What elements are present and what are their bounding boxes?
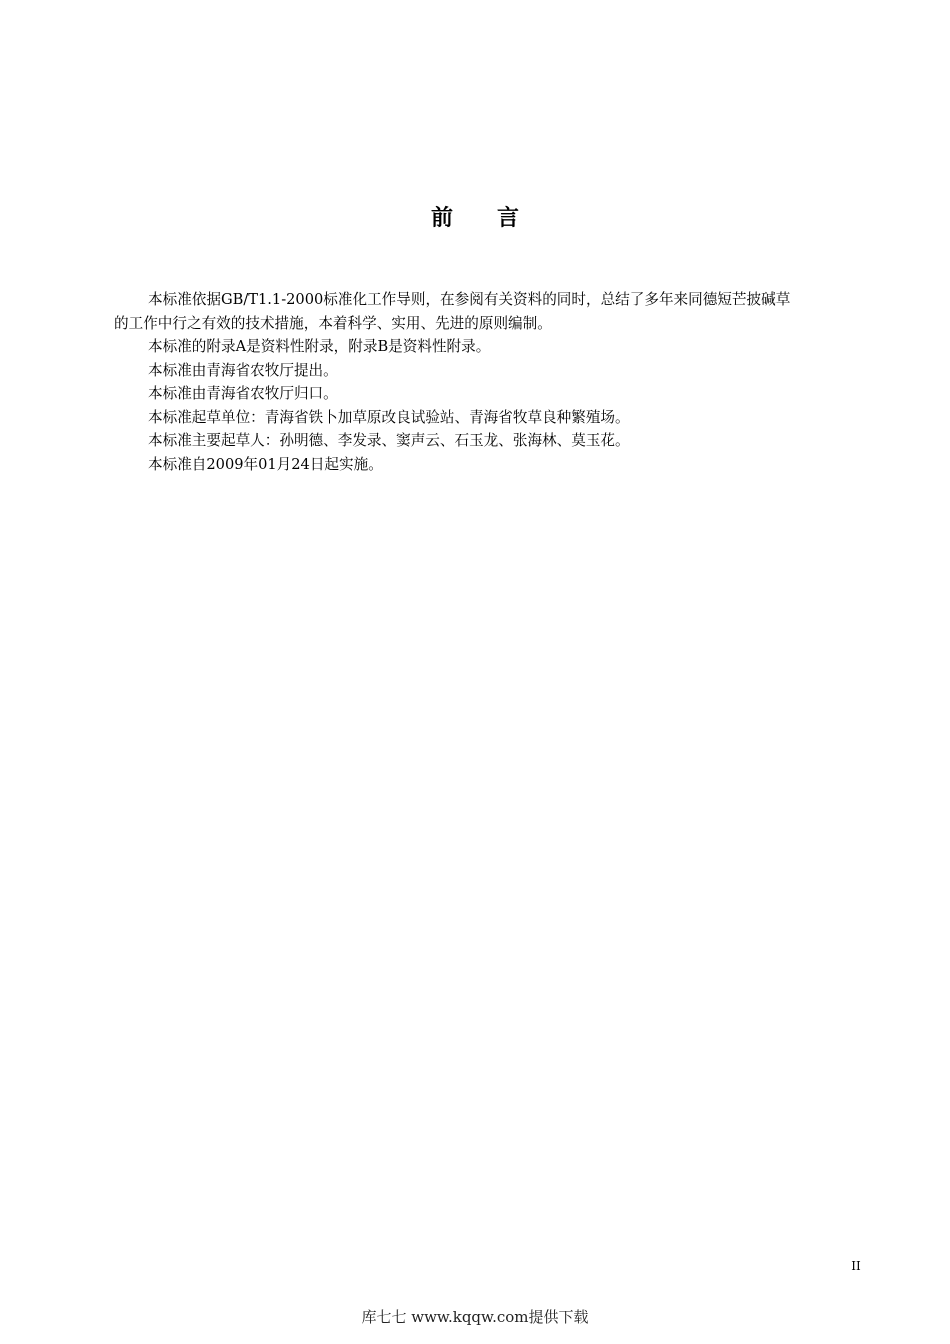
paragraph-basis: 本标准依据GB/T1.1-2000标准化工作导则，在参阅有关资料的同时，总结了多年来同德短芒披碱草 bbox=[148, 291, 791, 308]
paragraph-drafting-units: 本标准起草单位：青海省铁卜加草原改良试验站、青海省牧草良种繁殖场。 bbox=[148, 408, 630, 426]
paragraph-drafters: 本标准主要起草人：孙明德、李发录、窦声云、石玉龙、张海林、莫玉花。 bbox=[148, 432, 630, 449]
page-number: II bbox=[851, 1259, 861, 1273]
preface-body bbox=[114, 288, 864, 476]
paragraph-administrator: 本标准由青海省农牧厅归口。 bbox=[148, 385, 338, 402]
paragraph-basis-continued: 的工作中行之有效的技术措施，本着科学、实用、先进的原则编制。 bbox=[114, 314, 552, 332]
paragraph-effective-date: 本标准自2009年01月24日起实施。 bbox=[148, 455, 383, 473]
download-footer: 库七七 www.kqqw.com提供下载 bbox=[361, 1308, 589, 1326]
page-title: 前 言 bbox=[430, 206, 519, 231]
paragraph-appendix: 本标准的附录A是资料性附录，附录B是资料性附录。 bbox=[148, 338, 491, 355]
paragraph-proposer: 本标准由青海省农牧厅提出。 bbox=[148, 361, 338, 379]
